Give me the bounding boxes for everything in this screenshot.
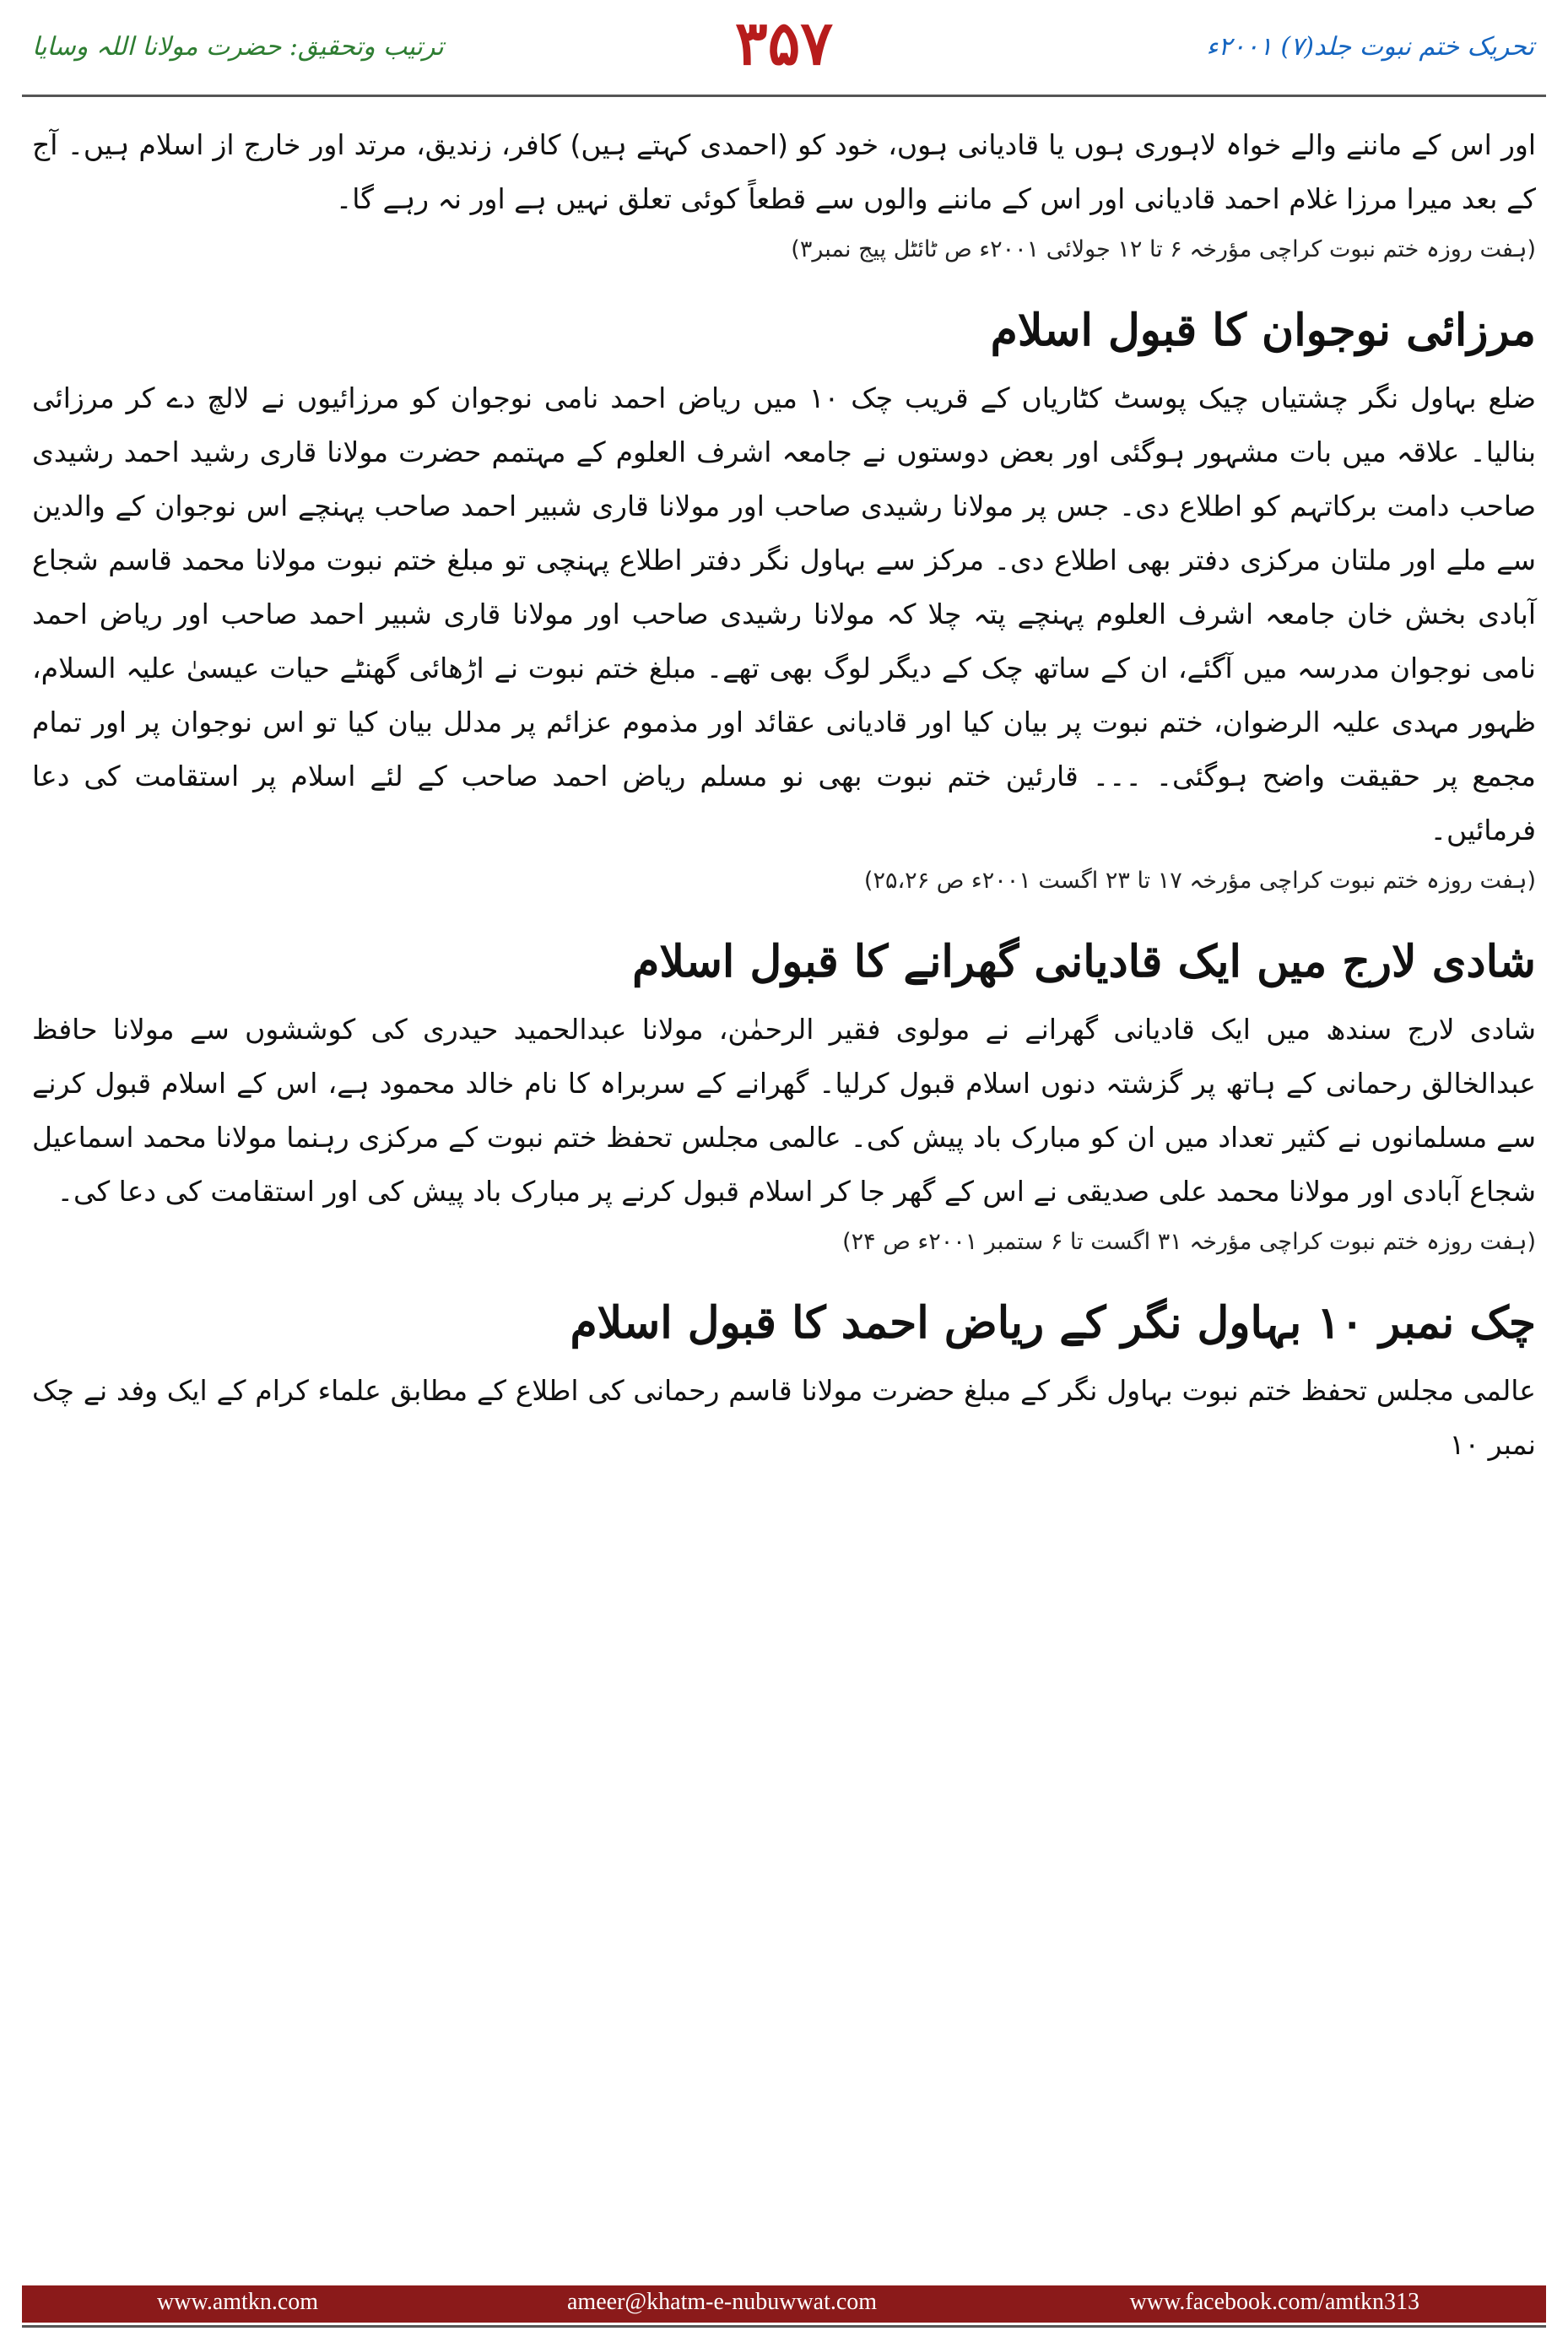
article-body — [32, 118, 1536, 1474]
section-2-citation: (ہفت روزہ ختم نبوت کراچی مؤرخہ ۳۱ اگست تا ۶ ستمبر ۲۰۰۱ء ص ۲۴) — [842, 1229, 1536, 1255]
page-number: ۳۵۷ — [734, 7, 833, 78]
intro-paragraph: اور اس کے ماننے والے خواہ لاہوری ہوں یا قادیانی ہوں، خود کو (احمدی کہتے ہیں) کافر، زندیق، مرتد اور خارج از اسلام ہیں۔ آج کے بعد میرا مرزا غلام احمد قادیانی اور اس کے ماننے والوں سے قطعاً کوئی تعلق نہیں ہے اور نہ رہے گا۔ — [32, 128, 1536, 215]
section-3-heading: چک نمبر ۱۰ بہاول نگر کے ریاض احمد کا قبول اسلام — [570, 1297, 1536, 1349]
email-link[interactable]: ameer@khatm-e-nubuwwat.com — [567, 2289, 878, 2315]
intro-citation: (ہفت روزہ ختم نبوت کراچی مؤرخہ ۶ تا ۱۲ جولائی ۲۰۰۱ء ص ٹائٹل پیج نمبر۳) — [791, 236, 1536, 262]
website-link[interactable]: www.amtkn.com — [157, 2289, 319, 2315]
section-2-paragraph: شادی لارج سندھ میں ایک قادیانی گھرانے نے مولوی فقیر الرحمٰن، مولانا عبدالحمید حیدری کی کوششوں سے مولانا حافظ عبدالخالق رحمانی کے ہاتھ پر گزشتہ دنوں اسلام قبول کرلیا۔ گھرانے کے سربراہ کا نام خالد محمود ہے، اس کے اسلام قبول کرنے سے مسلمانوں نے کثیر تعداد میں ان کو مبارک باد پیش کی۔ عالمی مجلس تحفظ ختم نبوت کے مرکزی رہنما مولانا محمد اسماعیل شجاع آبادی اور مولانا محمد علی صدیقی نے اس کے گھر جا کر اسلام قبول کرنے پر مبارک باد پیش کی اور استقامت کی دعا کی۔ — [32, 1013, 1536, 1208]
section-3-paragraph: عالمی مجلس تحفظ ختم نبوت بہاول نگر کے مبلغ حضرت مولانا قاسم رحمانی کی اطلاع کے مطابق علماء کرام کے ایک وفد نے چک نمبر ۱۰ — [32, 1374, 1536, 1461]
book-title: تحریک ختم نبوت جلد(۷) ۲۰۰۱ء — [1206, 32, 1534, 62]
section-1-citation: (ہفت روزہ ختم نبوت کراچی مؤرخہ ۱۷ تا ۲۳ اگست ۲۰۰۱ء ص ۲۵،۲۶) — [863, 868, 1536, 894]
page-header — [0, 0, 1568, 105]
section-1-paragraph: ضلع بہاول نگر چشتیاں چیک پوسٹ کٹاریاں کے قریب چک ۱۰ میں ریاض احمد نامی نوجوان کو مرزائیوں نے لالچ دے کر مرزائی بنالیا۔ علاقہ میں بات مشہور ہوگئی اور بعض دوستوں نے جامعہ اشرف العلوم کے مہتمم حضرت مولانا قاری رشید احمد رشیدی صاحب دامت برکاتہم کو اطلاع دی۔ جس پر مولانا رشیدی صاحب اور مولانا قاری شبیر احمد صاحب پہنچے اس نوجوان کے والدین سے ملے اور ملتان مرکزی دفتر بھی اطلاع دی۔ مرکز سے بہاول نگر دفتر اطلاع پہنچی تو مبلغ ختم نبوت مولانا محمد قاسم شجاع آبادی بخش خان جامعہ اشرف العلوم پہنچے پتہ چلا کہ مولانا رشیدی صاحب اور مولانا قاری شبیر احمد صاحب اور ریاض احمد نامی نوجوان مدرسہ میں آگئے، ان کے ساتھ چک کے دیگر لوگ بھی تھے۔ مبلغ ختم نبوت نے اڑھائی گھنٹے حیات عیسیٰ علیہ السلام، ظہور مہدی علیہ الرضوان، ختم نبوت پر بیان کیا اور قادیانی عقائد اور مذموم عزائم پر مدلل بیان کیا تو اس نوجوان پر اور تمام مجمع پر حقیقت واضح ہوگئی۔ ۔۔۔ قارئین ختم نبوت بھی نو مسلم ریاض احمد صاحب کے لئے اسلام پر استقامت کی دعا فرمائیں۔ — [32, 381, 1536, 846]
facebook-link[interactable]: www.facebook.com/amtkn313 — [1129, 2289, 1419, 2315]
header-divider — [22, 95, 1546, 97]
footer-bar — [22, 2285, 1546, 2323]
footer-divider — [22, 2325, 1546, 2328]
section-2-heading: شادی لارج میں ایک قادیانی گھرانے کا قبول اسلام — [632, 936, 1536, 987]
compiler-credit: ترتیب وتحقیق: حضرت مولانا اللہ وسایا — [32, 32, 444, 62]
section-1-heading: مرزائی نوجوان کا قبول اسلام — [990, 305, 1536, 356]
